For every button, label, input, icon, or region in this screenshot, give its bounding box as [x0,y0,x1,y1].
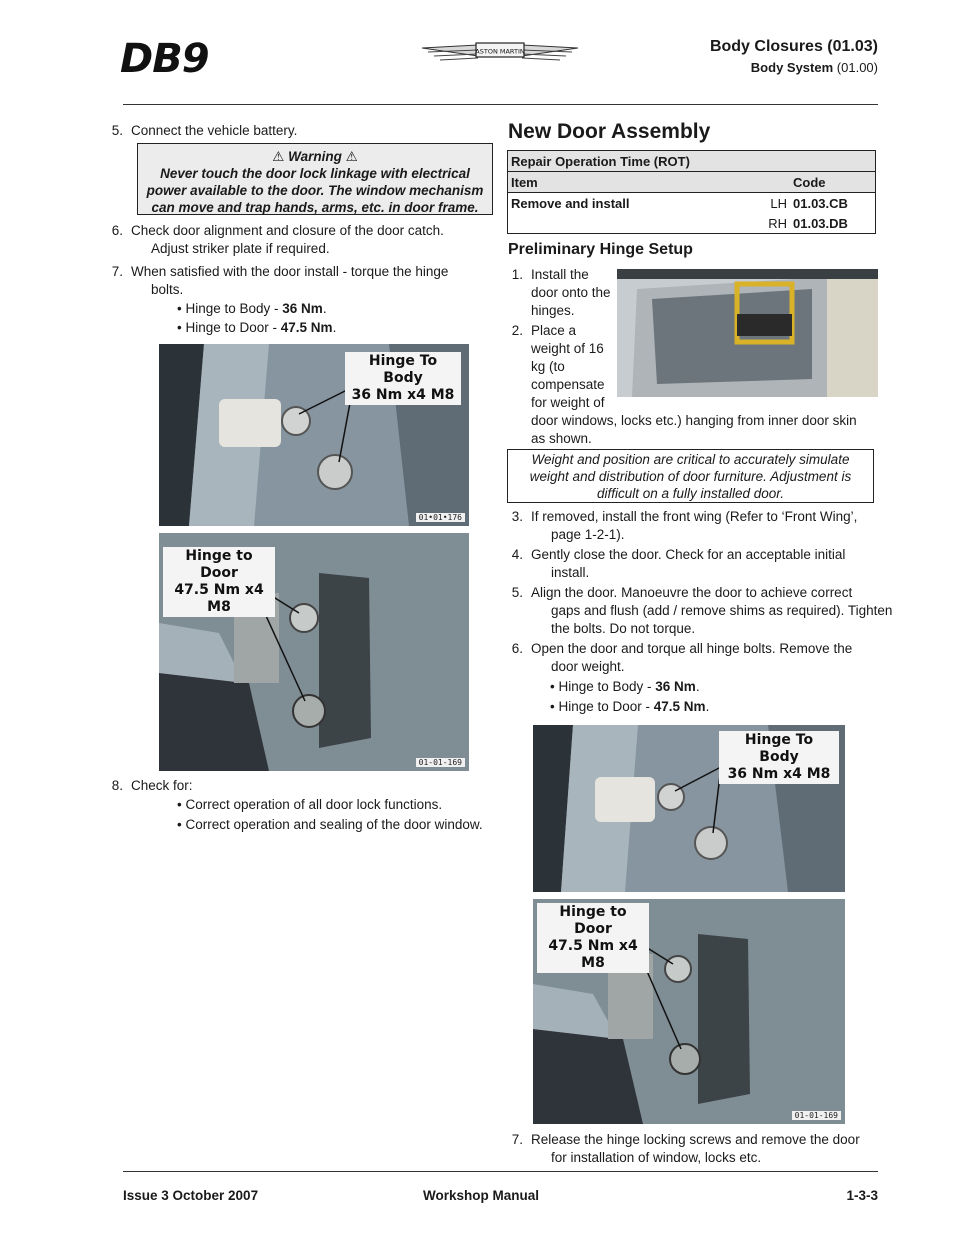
hinge-to-door-photo [159,533,469,771]
table-row: RH 01.03.DB [768,215,848,231]
header-rule [123,104,878,105]
hinge-to-door-photo-right [533,899,845,1124]
rot-table [507,150,876,234]
photo-id: 01•01•176 [416,513,465,522]
warning-line: can move and trap hands, arms, etc. in door frame. [151,200,479,215]
footer-issue: Issue 3 October 2007 [123,1188,259,1203]
warning-title: ⚠ Warning ⚠ [272,149,358,164]
aston-martin-wings-logo [420,34,580,72]
note-box [507,449,874,503]
table-row: Remove and install LH 01.03.CB [511,195,848,211]
left-torque-body: • Hinge to Body - 36 Nm. [177,301,327,316]
footer-manual: Workshop Manual [423,1188,540,1203]
photo-id: 01-01-169 [792,1111,841,1120]
warning-line: power available to the door. The window mechanism [146,183,484,198]
hinge-to-body-photo-right [533,725,845,892]
photo-id: 01-01-169 [416,758,465,767]
hinge-to-body-photo [159,344,469,526]
warning-line: Never touch the door lock linkage with electrical [160,166,470,181]
hinge-to-body-callout: Hinge To Body 36 Nm x4 M8 [345,352,461,405]
door-weight-photo [617,269,878,397]
subsection-title: Preliminary Hinge Setup [508,241,693,258]
right-torque-body: • Hinge to Body - 36 Nm. [550,679,700,694]
header-title: Body Closures (01.03) [709,38,878,55]
right-torque-door: • Hinge to Door - 47.5 Nm. [550,699,710,714]
check-item: • Correct operation and sealing of the door window. [177,817,483,832]
brand-name: ASTON MARTIN [475,47,525,56]
warning-triangle-icon: ⚠ [272,149,285,164]
note-line: weight and distribution of door furniture. Adjustment is [529,469,852,484]
note-line: difficult on a fully installed door. [596,486,785,501]
warning-triangle-icon: ⚠ [345,149,358,164]
rot-col-item: Item [508,172,755,193]
warning-box [137,143,493,215]
section-title: New Door Assembly [508,120,711,143]
hinge-to-body-callout: Hinge To Body 36 Nm x4 M8 [719,731,839,784]
rot-table-header: Repair Operation Time (ROT) [508,151,876,172]
hinge-to-door-callout: Hinge to Door 47.5 Nm x4 M8 [537,903,649,973]
db9-logo: DB9 [120,36,209,82]
left-torque-door: • Hinge to Door - 47.5 Nm. [177,320,337,335]
footer-page-number: 1-3-3 [846,1188,878,1203]
rot-col-code: Code [790,172,876,193]
footer-rule [123,1171,878,1172]
note-line: Weight and position are critical to accurately simulate [531,452,850,467]
header-subtitle: Body System (01.00) [750,60,878,75]
check-item: • Correct operation of all door lock functions. [177,797,443,812]
hinge-to-door-callout: Hinge to Door 47.5 Nm x4 M8 [163,547,275,617]
